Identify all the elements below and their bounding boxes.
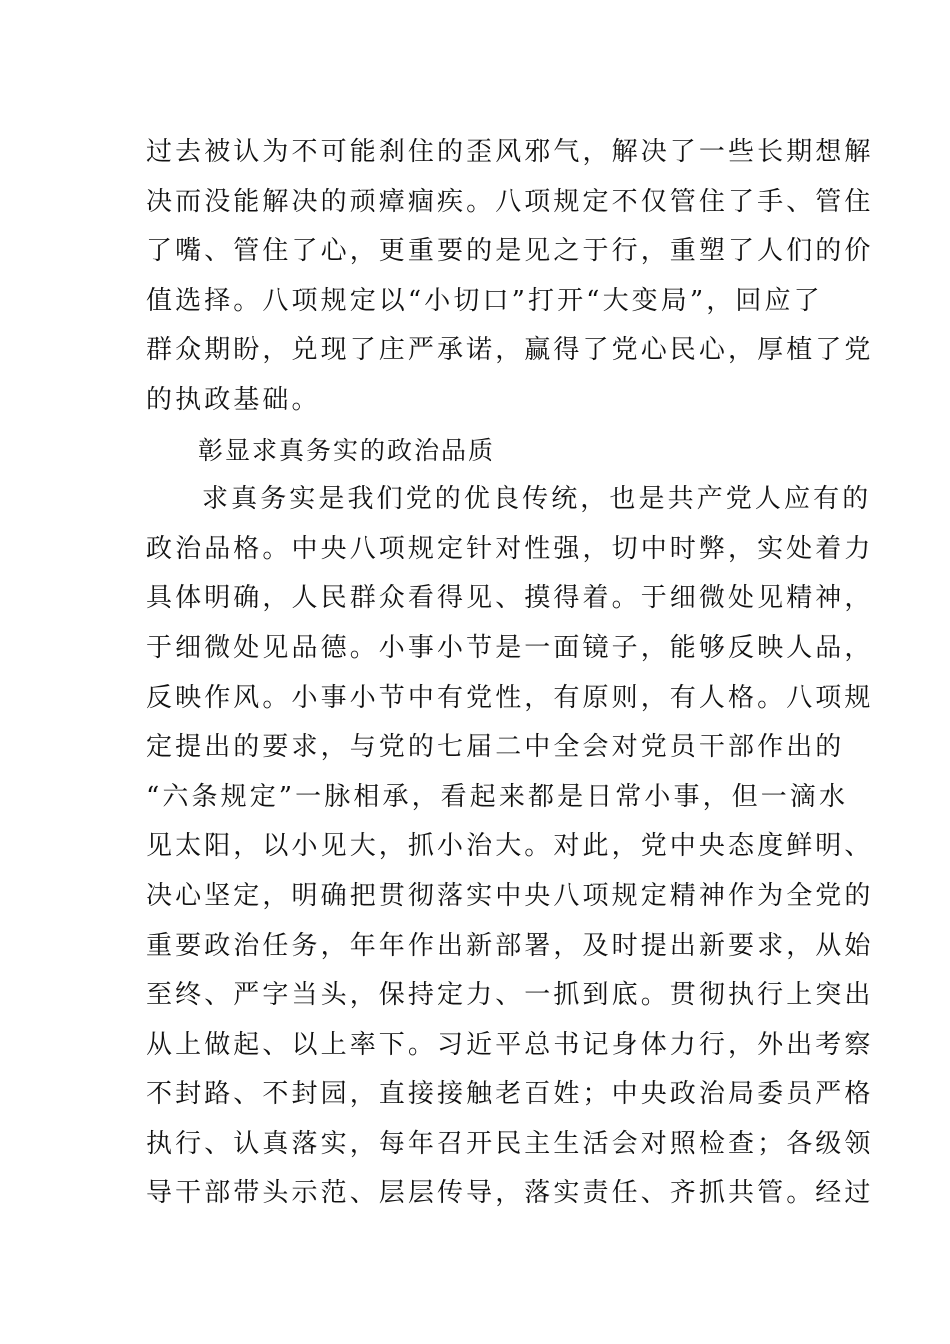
text-line: 于细微处见品德。小事小节是一面镜子，能够反映人品， [146,632,874,663]
text-line: 决而没能解决的顽瘴痼疾。八项规定不仅管住了手、管住 [146,186,874,217]
text-line: “六条规定”一脉相承，看起来都是日常小事，但一滴水 [146,781,849,812]
document-body [146,128,874,1219]
text-line: 决心坚定，明确把贯彻落实中央八项规定精神作为全党的 [146,880,874,911]
text-line: 不封路、不封园，直接接触老百姓；中央政治局委员严格 [146,1079,874,1110]
text-line: 定提出的要求，与党的七届二中全会对党员干部作出的 [146,732,845,763]
text-line: 值选择。八项规定以“小切口”打开“大变局”，回应了 [146,285,823,316]
text-line: 了嘴、管住了心，更重要的是见之于行，重塑了人们的价 [146,236,874,267]
text-line: 见太阳，以小见大，抓小治大。对此，党中央态度鲜明、 [146,831,874,862]
text-line: 至终、严字当头，保持定力、一抓到底。贯彻执行上突出 [146,980,874,1011]
text-line: 反映作风。小事小节中有党性，有原则，有人格。八项规 [146,682,874,713]
text-line: 具体明确，人民群众看得见、摸得着。于细微处见精神， [146,583,874,614]
text-line: 过去被认为不可能刹住的歪风邪气，解决了一些长期想解 [146,137,874,167]
text-line: 求真务实是我们党的优良传统，也是共产党人应有的 [202,484,872,515]
text-line: 执行、认真落实，每年召开民主生活会对照检查；各级领 [146,1128,874,1159]
text-line: 政治品格。中央八项规定针对性强，切中时弊，实处着力 [146,533,874,564]
text-line: 重要政治任务，年年作出新部署，及时提出新要求，从始 [146,930,874,961]
section-heading: 彰显求真务实的政治品质 [198,435,496,465]
text-line: 从上做起、以上率下。习近平总书记身体力行，外出考察 [146,1029,874,1060]
text-line: 的执政基础。 [146,384,321,415]
text-line: 群众期盼，兑现了庄严承诺，赢得了党心民心，厚植了党 [146,335,874,366]
text-line: 导干部带头示范、层层传导，落实责任、齐抓共管。经过 [146,1178,874,1209]
